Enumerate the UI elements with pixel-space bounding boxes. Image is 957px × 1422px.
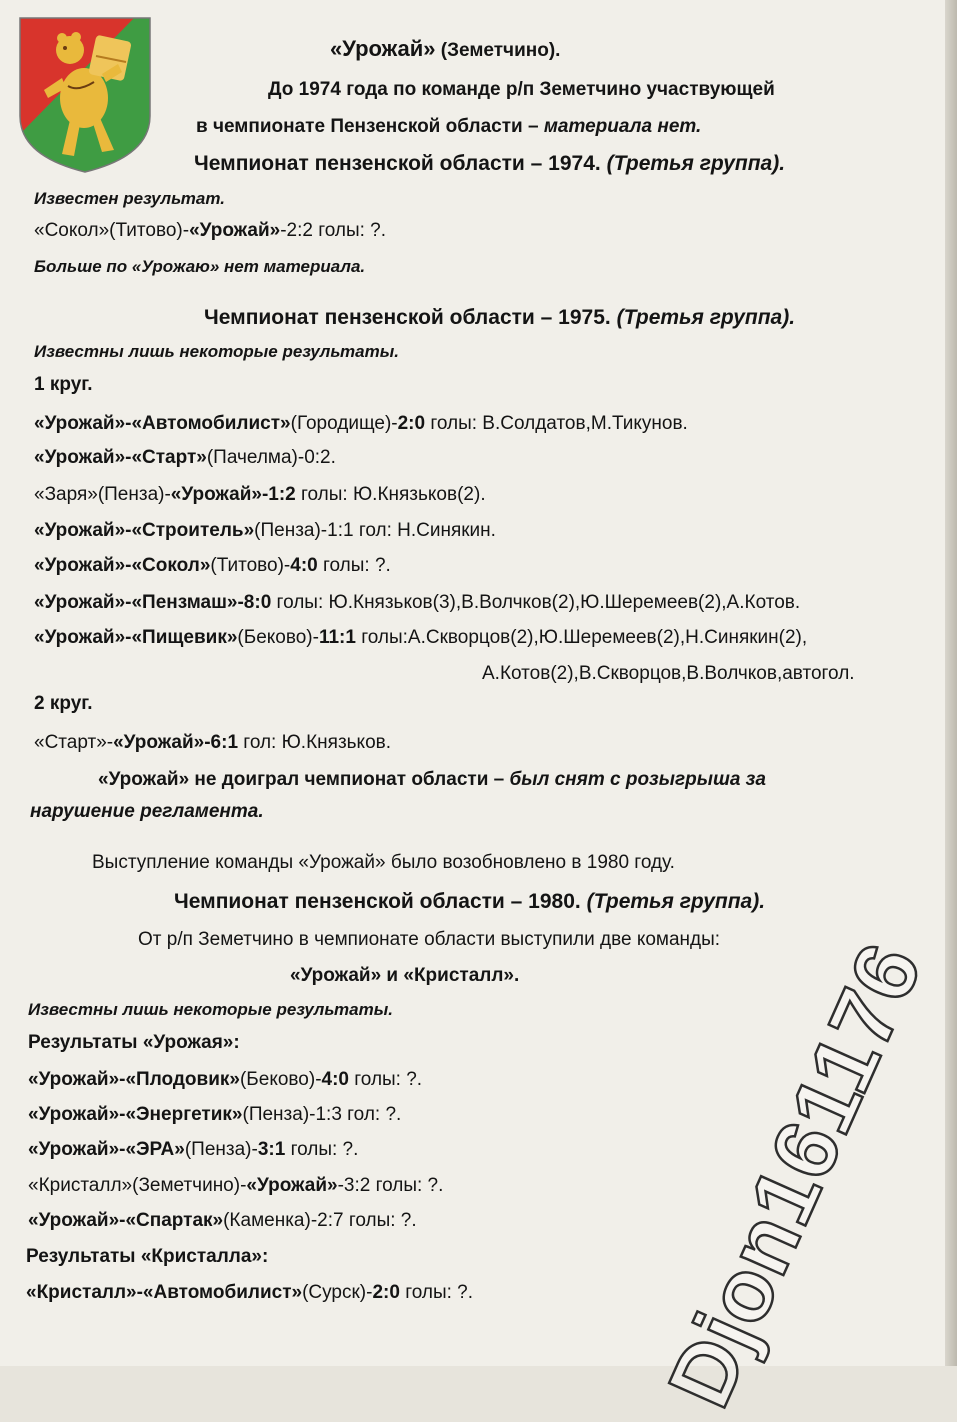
resumed-line: Выступление команды «Урожай» было возобновлено в 1980 году. <box>92 852 675 873</box>
results-urozhay-heading: Результаты «Урожая»: <box>28 1032 240 1053</box>
round-1-label: 1 круг. <box>34 374 93 395</box>
heading-1975: Чемпионат пензенской области – 1975. (Третья группа). <box>204 306 796 329</box>
intro-line-2: в чемпионате Пензенской области – материала нет. <box>196 116 702 137</box>
match-row: «Урожай»-«Старт»(Пачелма)-0:2. <box>34 447 336 468</box>
intro-line-1: До 1974 года по команде р/п Земетчино участвующей <box>268 79 775 100</box>
page-edge-shadow <box>945 0 957 1366</box>
heading-1980: Чемпионат пензенской области – 1980. (Третья группа). <box>174 890 766 913</box>
two-teams-line: От р/п Земетчино в чемпионате области выступили две команды: <box>138 929 721 950</box>
note-known-1974: Известен результат. <box>34 189 225 208</box>
note-no-more-1974: Больше по «Урожаю» нет материала. <box>34 257 366 276</box>
page-title: «Урожай» (Земетчино). <box>330 36 561 61</box>
watermark-text: Djon161176 <box>648 928 941 1421</box>
teams-line: «Урожай» и «Кристалл». <box>290 965 520 986</box>
match-row: «Урожай»-«Автомобилист»(Городище)-2:0 голы: В.Солдатов,М.Тикунов. <box>34 413 688 434</box>
match-row: «Урожай»-«Строитель»(Пенза)-1:1 гол: Н.Синякин. <box>34 520 496 541</box>
coat-of-arms-icon <box>18 16 152 174</box>
match-row: «Сокол»(Титово)-«Урожай»-2:2 голы: ?. <box>34 220 387 241</box>
round-2-label: 2 круг. <box>34 693 93 714</box>
note-known-1975: Известны лишь некоторые результаты. <box>34 342 399 361</box>
match-row: «Заря»(Пенза)-«Урожай»-1:2 голы: Ю.Князьков(2). <box>34 484 486 505</box>
note-known-1980: Известны лишь некоторые результаты. <box>28 1000 393 1019</box>
match-row: «Старт»-«Урожай»-6:1 гол: Ю.Князьков. <box>34 732 392 753</box>
match-row: «Кристалл»-«Автомобилист»(Сурск)-2:0 голы: ?. <box>26 1282 474 1303</box>
match-row-continuation: А.Котов(2),В.Скворцов,В.Волчков,автогол. <box>482 663 855 684</box>
match-row: «Кристалл»(Земетчино)-«Урожай»-3:2 голы: ?. <box>28 1175 444 1196</box>
results-kristall-heading: Результаты «Кристалла»: <box>26 1246 269 1267</box>
match-row: «Урожай»-«Сокол»(Титово)-4:0 голы: ?. <box>34 555 391 576</box>
note-withdrawn-line-1: «Урожай» не доиграл чемпионат области – был снят с розыгрыша за <box>98 769 766 790</box>
match-row: «Урожай»-«Спартак»(Каменка)-2:7 голы: ?. <box>28 1210 417 1231</box>
note-withdrawn-line-2: нарушение регламента. <box>30 801 264 822</box>
match-row: «Урожай»-«Пищевик»(Беково)-11:1 голы:А.Скворцов(2),Ю.Шеремеев(2),Н.Синякин(2), <box>34 627 808 648</box>
match-row: «Урожай»-«ЭРА»(Пенза)-3:1 голы: ?. <box>28 1139 359 1160</box>
match-row: «Урожай»-«Плодовик»(Беково)-4:0 голы: ?. <box>28 1069 423 1090</box>
match-row: «Урожай»-«Энергетик»(Пенза)-1:3 гол: ?. <box>28 1104 402 1125</box>
match-row: «Урожай»-«Пензмаш»-8:0 голы: Ю.Князьков(3),В.Волчков(2),Ю.Шеремеев(2),А.Котов. <box>34 592 801 613</box>
heading-1974: Чемпионат пензенской области – 1974. (Третья группа). <box>194 152 786 175</box>
